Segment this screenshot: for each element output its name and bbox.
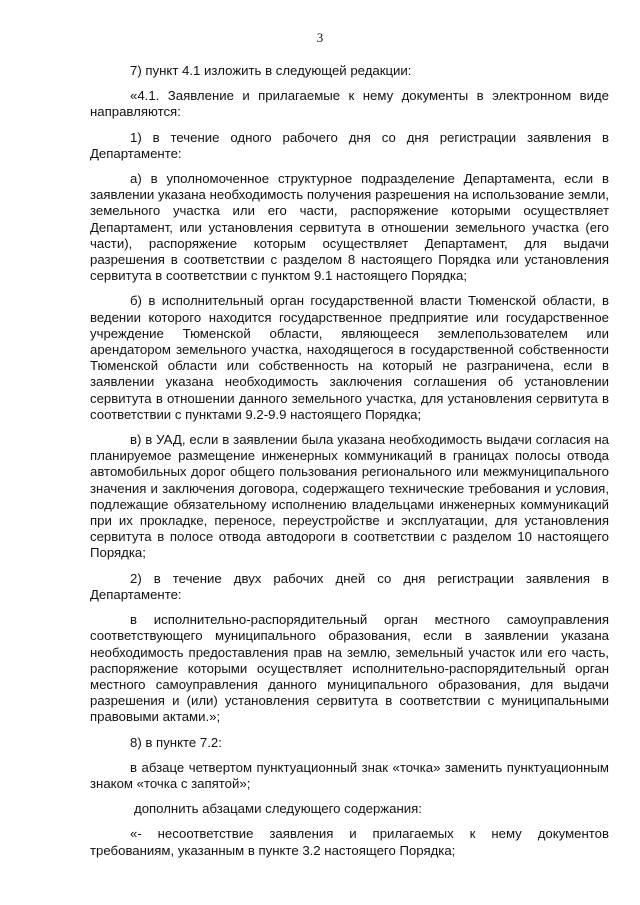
paragraph-item-7: 7) пункт 4.1 изложить в следующей редакции: <box>130 63 412 78</box>
paragraph-subitem-b: б) в исполнительный орган государственной власти Тюменской области, в ведении которого находится государственное предприятие или государственное учреждение Тюменской области, являющееся землепользователем или арендатором земельного участка, находящегося в государственной собственности Тюменской области или собственность на который не разграничена, если в заявлении указана необходимость заключения соглашения об установлении сервитута в отношении данного земельного участка, для установления сервитута в соответствии с пунктами 9.2-9.9 настоящего Порядка; <box>90 293 609 422</box>
page-number: 3 <box>316 30 324 45</box>
document-body <box>90 63 609 868</box>
paragraph-add-abzacs: дополнить абзацами следующего содержания: <box>134 801 422 817</box>
paragraph-subitem-1: 1) в течение одного рабочего дня со дня регистрации заявления в Департаменте: <box>90 129 609 161</box>
paragraph-fourth-abzac: в абзаце четвертом пунктуационный знак «точка» заменить пунктуационным знаком «точка с запятой»; <box>90 759 609 791</box>
paragraph-subitem-a: а) в уполномоченное структурное подразделение Департамента, если в заявлении указана необходимость получения разрешения на использование земли, земельного участка или его части, распоряжение которыми осуществляет Департамент, или установления сервитута в отношении земельного участка (его части), распоряжение которым осуществляет Департамент, для выдачи разрешения в соответствии с разделом 8 настоящего Порядка или установления сервитута в соответствии с пунктом 9.1 настоящего Порядка; <box>90 171 609 284</box>
paragraph-subitem-2: 2) в течение двух рабочих дней со дня регистрации заявления в Департаменте: <box>90 570 609 602</box>
paragraph-clause-4-1: «4.1. Заявление и прилагаемые к нему документы в электронном виде направляются: <box>90 88 609 120</box>
paragraph-item-8: 8) в пункте 7.2: <box>130 734 222 750</box>
paragraph-subitem-v: в) в УАД, если в заявлении была указана необходимость выдачи согласия на планируемое размещение инженерных коммуникаций в границах полосы отвода автомобильных дорог общего пользования регионального или межмуниципального значения и заключения договора, содержащего технические требования и условия, подлежащие обязательному исполнению владельцами инженерных коммуникаций при их прокладке, переносе, переустройстве и эксплуатации, для установления сервитута в полосе отвода автодороги в соответствии с разделом 10 настоящего Порядка; <box>90 432 609 561</box>
paragraph-municipal-body: в исполнительно-распорядительный орган местного самоуправления соответствующего муниципального образования, если в заявлении указана необходимость предоставления прав на землю, земельный участок или его часть, распоряжение которыми осуществляет исполнительно-распорядительный орган местного самоуправления данного муниципального образования, для выдачи разрешения и (или) установления сервитута в соответствии с муниципальными правовыми актами.»; <box>90 612 609 725</box>
paragraph-nonconformity: «- несоответствие заявления и прилагаемых к нему документов требованиям, указанным в пункте 3.2 настоящего Порядка; <box>90 826 609 858</box>
